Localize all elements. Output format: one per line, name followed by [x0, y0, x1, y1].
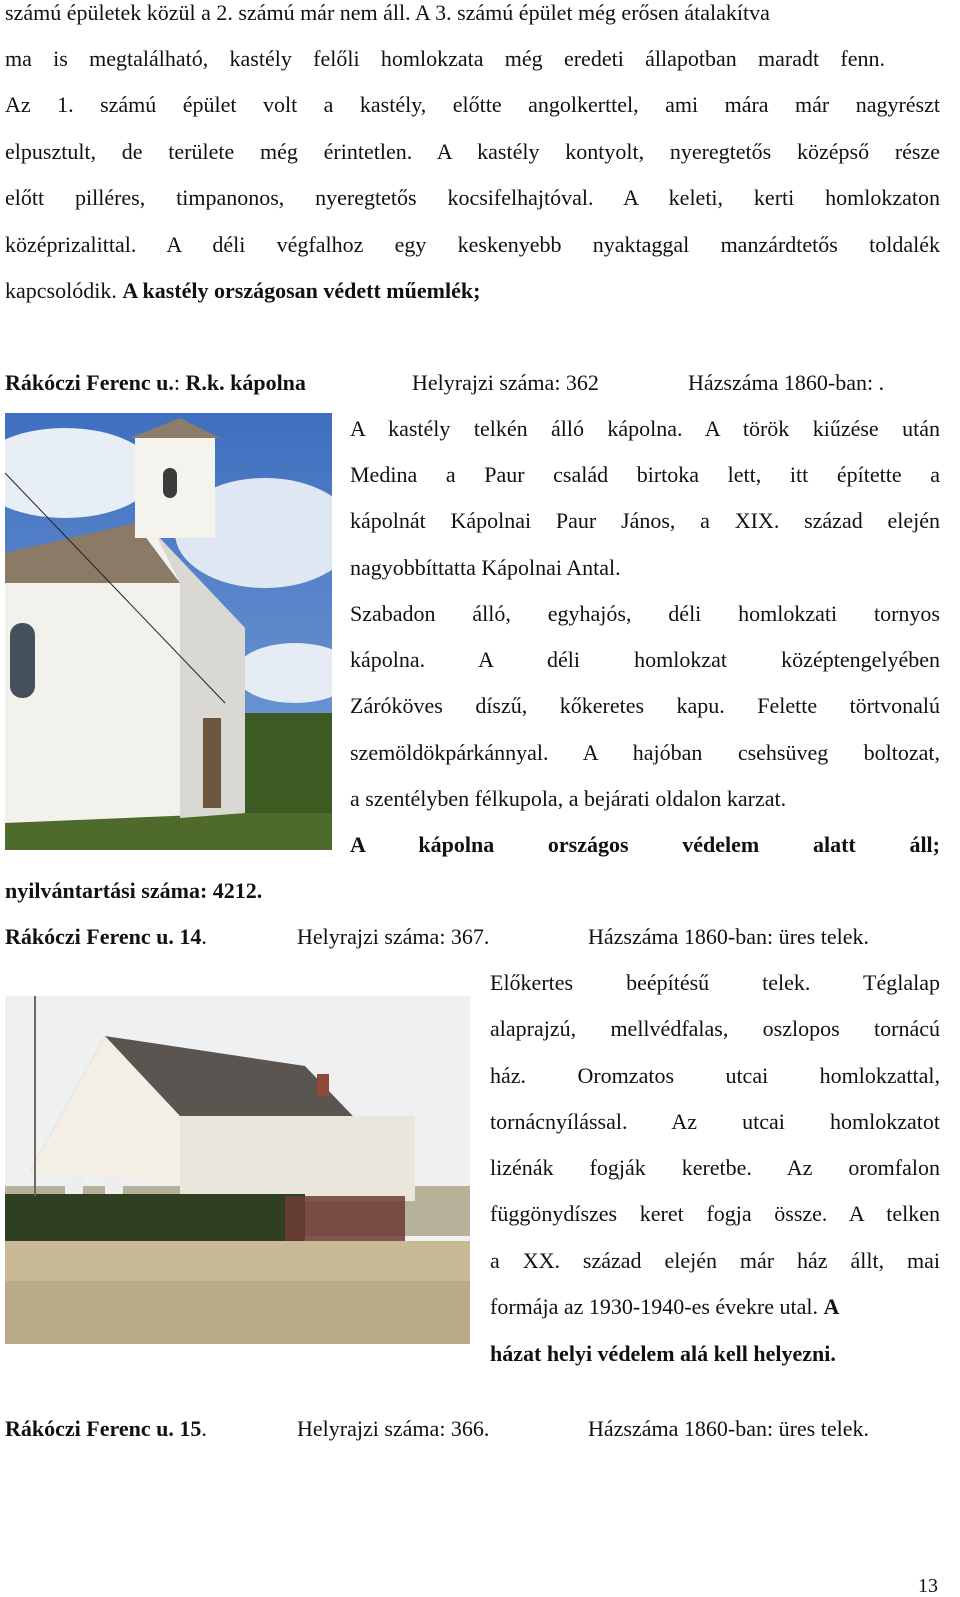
intro-line-6: középrizalittal. A déli végfalhoz egy keskenyebb nyaktaggal manzárdtetős toldalék [5, 232, 940, 257]
entry2-line-5: lizénák fogják keretbe. Az oromfalon [490, 1155, 940, 1180]
intro-line-4: elpusztult, de területe még érintetlen. A kastély kontyolt, nyeregtetős középső része [5, 139, 940, 164]
entry2-parcel: Helyrajzi száma: 367. [297, 924, 490, 949]
entry1-line-4: nagyobbíttatta Kápolnai Antal. [350, 555, 621, 580]
entry2-line-8-bold: A [823, 1294, 840, 1319]
entry2-protection: házat helyi védelem alá kell helyezni. [490, 1341, 836, 1366]
entry2-address-suffix: . [201, 924, 207, 949]
entry2-heading [5, 924, 207, 950]
entry1-line-3: kápolnát Kápolnai Paur János, a XIX. század elején [350, 508, 940, 533]
entry1-line-7: Záróköves díszű, kőkeretes kapu. Felette törtvonalú [350, 693, 940, 718]
entry2-line-1: Előkertes beépítésű telek. Téglalap [490, 970, 940, 995]
entry1-name: R.k. kápolna [185, 370, 306, 395]
entry2-line-6: függönydíszes keret fogja össze. A telken [490, 1201, 940, 1226]
entry3-address-suffix: . [201, 1416, 207, 1441]
entry2-line-7: a XX. század elején már ház állt, mai [490, 1248, 940, 1273]
entry3-heading [5, 1416, 207, 1442]
kastely-protection: A kastély országosan védett műemlék; [122, 278, 481, 303]
entry2-line-3: ház. Oromzatos utcai homlokzattal, [490, 1063, 940, 1088]
entry1-line-5: Szabadon álló, egyhajós, déli homlokzati tornyos [350, 601, 940, 626]
entry1-separator: : [173, 370, 186, 395]
entry1-protection-cont: nyilvántartási száma: 4212. [5, 878, 263, 903]
entry1-heading [5, 370, 306, 396]
entry3-address: Rákóczi Ferenc u. 15 [5, 1416, 202, 1441]
entry2-address: Rákóczi Ferenc u. 14 [5, 924, 202, 949]
entry2-line-4: tornácnyílással. Az utcai homlokzatot [490, 1109, 940, 1134]
intro-line-1: számú épületek közül a 2. számú már nem áll. A 3. számú épület még erősen átalakítva [5, 0, 770, 25]
entry2-line-8-text: formája az 1930-1940-es évekre utal. [490, 1294, 824, 1319]
chapel-photo [5, 413, 332, 850]
entry3-house-1860: Házszáma 1860-ban: üres telek. [588, 1416, 869, 1441]
house-photo [5, 996, 470, 1344]
intro-line-5: előtt pilléres, timpanonos, nyeregtetős kocsifelhajtóval. A keleti, kerti homlokzaton [5, 185, 940, 210]
entry1-line-9: a szentélyben félkupola, a bejárati oldalon karzat. [350, 786, 787, 811]
entry2-house-1860: Házszáma 1860-ban: üres telek. [588, 924, 869, 949]
entry1-house-1860: Házszáma 1860-ban: . [688, 370, 885, 395]
entry1-line-2: Medina a Paur család birtoka lett, itt építette a [350, 462, 940, 487]
entry1-protection: A kápolna országos védelem alatt áll; [350, 832, 940, 857]
entry1-line-8: szemöldökpárkánnyal. A hajóban csehsüveg boltozat, [350, 740, 940, 765]
page-number: 13 [918, 1575, 938, 1597]
entry1-line-1: A kastély telkén álló kápolna. A török kiűzése után [350, 416, 940, 441]
entry1-line-6: kápolna. A déli homlokzat középtengelyében [350, 647, 940, 672]
entry2-line-8 [490, 1294, 839, 1320]
entry1-parcel: Helyrajzi száma: 362 [412, 370, 599, 395]
intro-line-3: Az 1. számú épület volt a kastély, előtte angolkerttel, ami mára már nagyrészt [5, 92, 940, 117]
intro-line-2: ma is megtalálható, kastély felőli homlokzata még eredeti állapotban maradt fenn. [5, 46, 885, 71]
intro-last-text: kapcsolódik. [5, 278, 123, 303]
entry2-line-2: alaprajzú, mellvédfalas, oszlopos tornácú [490, 1016, 940, 1041]
entry3-parcel: Helyrajzi száma: 366. [297, 1416, 490, 1441]
entry1-address: Rákóczi Ferenc u. [5, 370, 174, 395]
intro-line-7 [5, 278, 480, 304]
